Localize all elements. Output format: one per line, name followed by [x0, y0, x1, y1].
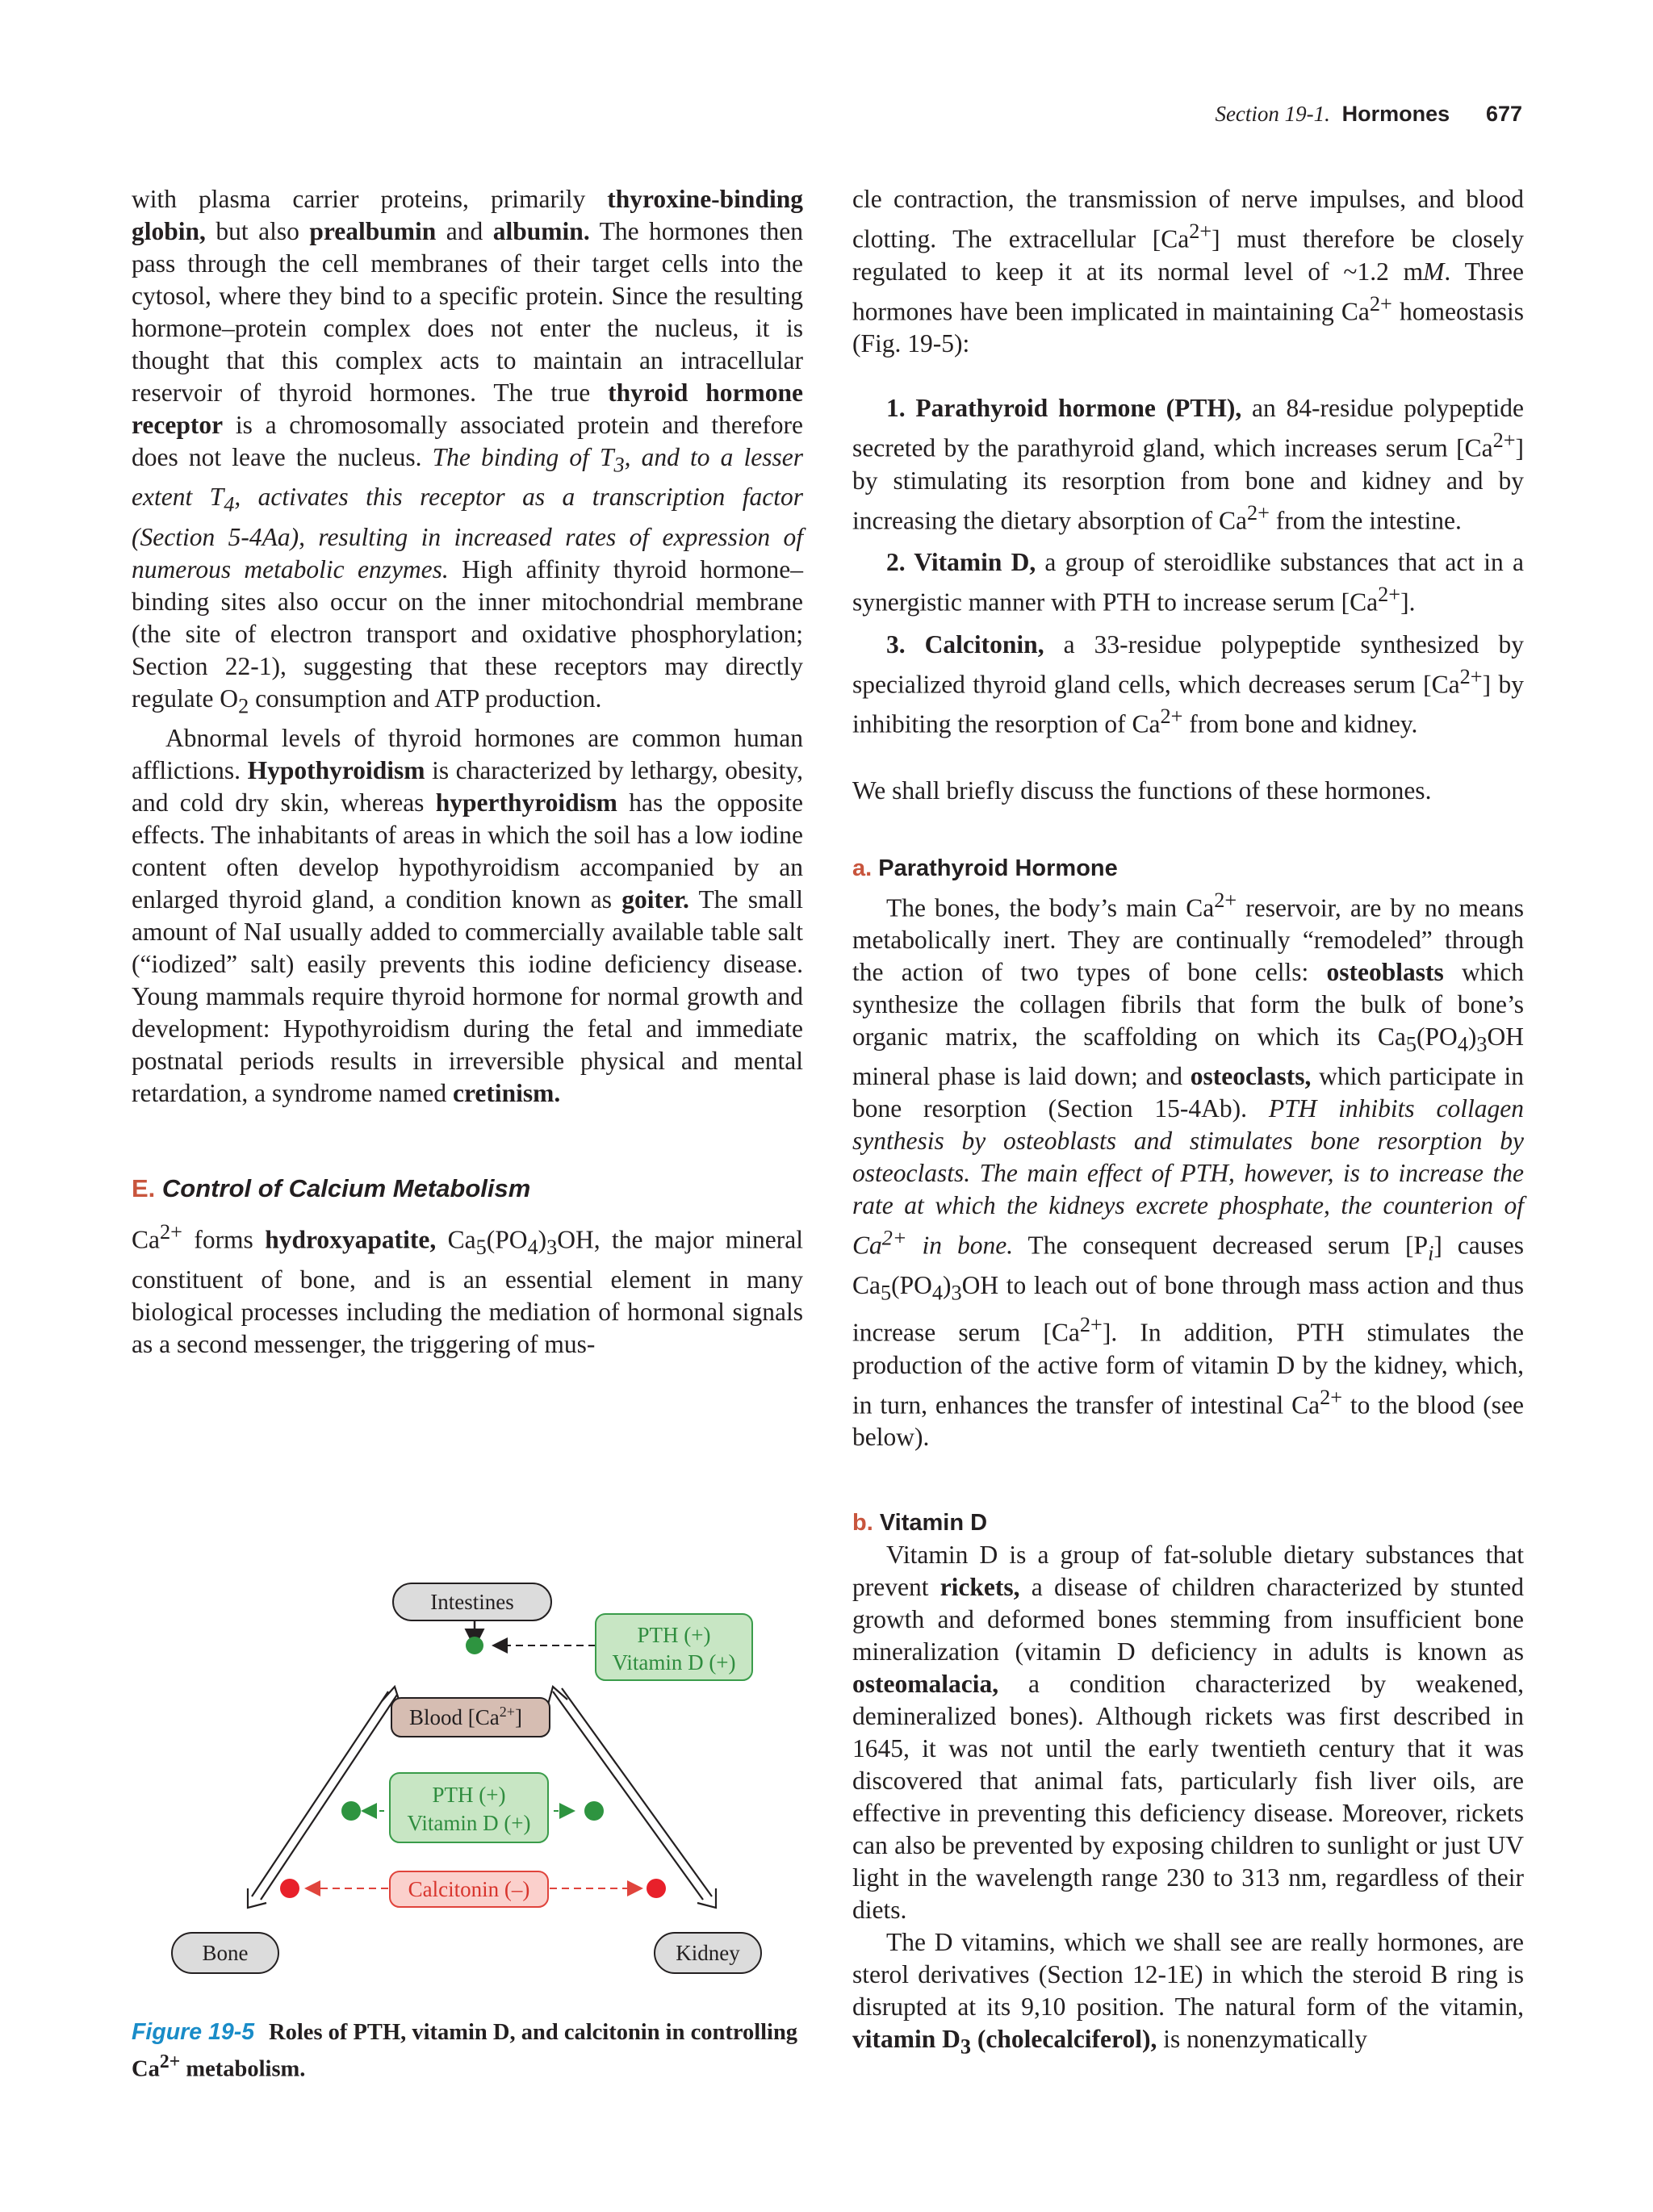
kidney-reabsorption-dot [584, 1801, 604, 1821]
header-section: Section 19-1. [1215, 102, 1330, 126]
kidney-label: Kidney [676, 1941, 740, 1965]
figure-19-5 [132, 1566, 803, 1985]
bone-calcitonin-dot [280, 1879, 299, 1898]
mid-box-line1: PTH (+) [432, 1783, 506, 1807]
section-heading-e: E. Control of Calcium Metabolism [132, 1173, 531, 1202]
mid-box-line2: Vitamin D (+) [407, 1811, 531, 1835]
running-header [1215, 102, 1522, 127]
page-number: 677 [1485, 102, 1522, 126]
paragraph-hydroxyapatite: $Ca^{2+}$ forms hydroxyapatite, $Ca_5(PO_4)_3OH$, the major mineral constituent of bone, and is an essential element in many biological processes including the mediation of hormonal signals as a second messenger, the triggering of mus- [132, 1219, 803, 1358]
paragraph-hypothyroidism: Abnormal levels of thyroid hormones are common human afflictions. Hypothyroidism is characterized by lethargy, obesity, and cold dry skin, whereas hyperthyroidism has the opposite effects. The inhabitants of areas in which the soil has a low iodine content often develop hypothyroidism accompanied by an enlarged thyroid gland, a condition known as goiter. The small amount of NaI usually added to commercially available table salt (“iodized” salt) easily prevents this iodine deficiency disease. Young mammals require thyroid hormone for normal growth and development: Hypothyroidism during the fetal and immediate postnatal periods results in irreversible physical and mental retardation, a syndrome named cretinism. [132, 723, 803, 1107]
right-column [852, 183, 1524, 2064]
subheading-vitamin-d: b. Vitamin D [852, 1510, 988, 1537]
bone-resorption-dot [341, 1801, 361, 1821]
intestine-absorption-dot [466, 1637, 483, 1654]
calcitonin-label: Calcitonin (–) [408, 1877, 530, 1901]
top-box-line2: Vitamin D (+) [612, 1650, 736, 1675]
top-box-line1: PTH (+) [637, 1623, 711, 1647]
bone-label: Bone [202, 1941, 249, 1965]
subheading-parathyroid-hormone: a. Parathyroid Hormone [852, 855, 1118, 881]
list-item-pth: 1. Parathyroid hormone (PTH), an 84-residue polypeptide secreted by the parathyroid gland, which increases serum $[Ca^{2+}]$ by stimulating its resorption from bone and kidney and by increasing the dietary absorption of $Ca^{2+}$ from the intestine. [852, 394, 1525, 534]
list-item-calcitonin: 3. Calcitonin, a 33-residue polypeptide synthesized by specialized thyroid gland cells, which decreases serum $[Ca^{2+}]$ by inhibiting the resorption of $Ca^{2+}$ from bone and kidney. [852, 629, 1524, 738]
left-column [132, 183, 803, 1361]
figure-caption: Figure 19-5 Roles of PTH, vitamin D, and calcitonin in controlling $Ca^{2+}$ metabolism. [132, 2019, 798, 2082]
figure-label: Figure 19-5 [132, 2019, 255, 2045]
paragraph-calcium-regulation: cle contraction, the transmission of nerve impulses, and blood clotting. The extracellular $[Ca^{2+}]$ must therefore be closely regulated to keep it at its normal level of ~1.2 mM. Three hormones have been implicated in maintaining $Ca^{2+}$ homeostasis (Fig. 19-5): [852, 185, 1525, 358]
intestines-label: Intestines [430, 1590, 514, 1614]
kidney-calcitonin-dot [647, 1879, 666, 1898]
list-item-vitamin-d: 2. Vitamin D, a group of steroidlike substances that act in a synergistic manner with PTH to increase serum $[Ca^{2+}]$. [852, 548, 1524, 617]
paragraph-discuss: We shall briefly discuss the functions of these hormones. [852, 776, 1432, 805]
header-chapter-title: Hormones [1341, 102, 1450, 126]
paragraph-parathyroid-hormone: The bones, the body’s main $Ca^{2+}$ reservoir, are by no means metabolically inert. They are continually “remodeled” through the action of two types of bone cells: osteoblasts which synthesize the collagen fibrils that form the bulk of bone’s organic matrix, the scaffolding on which its $Ca_5(PO_4)_3OH$ mineral phase is laid down; and osteoclasts, which participate in bone resorption (Section 15-4Ab). PTH inhibits collagen synthesis by osteoblasts and stimulates bone resorption by osteoclasts. The main effect of PTH, however, is to increase the rate at which the kidneys excrete phosphate, the counterion of $Ca^{2+}$ in bone. The consequent decreased serum $[P_i]$ causes $Ca_5(PO_4)_3OH$ to leach out of bone through mass action and thus increase serum $[Ca^{2+}]$. In addition, PTH stimulates the production of the active form of vitamin D by the kidney, which, in turn, enhances the transfer of intestinal $Ca^{2+}$ to the blood (see below). [852, 888, 1525, 1452]
blood-label: Blood $[Ca^{2+}]$ [409, 1704, 522, 1729]
blood-to-bone-arrow [248, 1687, 400, 1908]
paragraph-thyroid-binding: with plasma carrier proteins, primarily thyroxine-binding globin, but also prealbumin and albumin. The hormones then pass through the cell membranes of their target cells into the cytosol, where they bind to a specific protein. Since the resulting hormone–protein complex does not enter the nucleus, it is thought that this complex acts to maintain an intracellular reservoir of thyroid hormones. The true thyroid hormone receptor is a chromosomally associated protein and therefore does not leave the nucleus. The binding of $T_3$, and to a lesser extent $T_4$, activates this receptor as a transcription factor (Section 5-4Aa), resulting in increased rates of expression of numerous metabolic enzymes. High affinity thyroid hormone–binding sites also occur on the inner mitochondrial membrane (the site of electron transport and oxidative phosphorylation; Section 22-1), suggesting that these receptors may directly regulate $O_2$ consumption and ATP production. [132, 185, 804, 717]
paragraph-vitamin-d: Vitamin D is a group of fat-soluble dietary substances that prevent rickets, a disease of children characterized by stunted growth and deformed bones stemming from insufficient bone mineralization (vitamin D deficiency in adults is known as osteomalacia, a condition characterized by weakened, demineralized bones). Although rickets was first described in 1645, it was not until the early twentieth century that it was discovered that animal fats, particularly fish liver oils, are effective in preventing this deficiency disease. Moreover, rickets can also be prevented by exposing children to sunlight or just UV light in the wavelength range 230 to 313 nm, regardless of their diets. [852, 1541, 1524, 1925]
paragraph-d-vitamins: The D vitamins, which we shall see are really hormones, are sterol derivatives (Section 12-1E) in which the steroid B ring is disrupted at its 9,10 position. The natural form of the vitamin, vitamin $D_3$ (cholecalciferol), is nonenzymatically [852, 1928, 1524, 2059]
blood-to-kidney-arrow [548, 1687, 716, 1908]
